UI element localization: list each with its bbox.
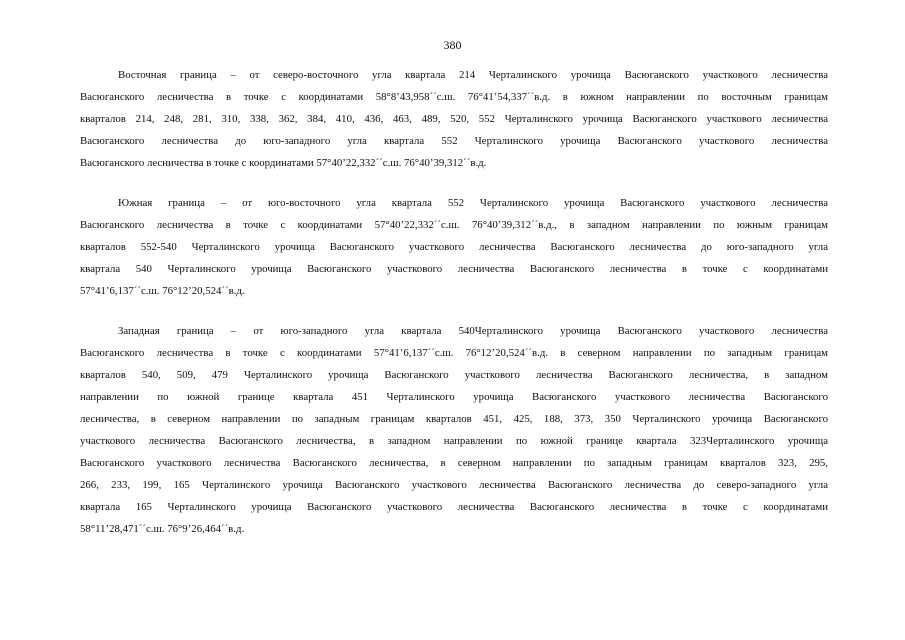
text-line: 57°41’6,137´´с.ш. 76°12’20,524´´в.д. xyxy=(80,285,245,297)
text-line: кварталов 552-540 Черталинского урочища Васюганского участкового лесничества Васюганского лесничества до юго-западного угла xyxy=(80,241,828,253)
paragraph-south-boundary xyxy=(80,192,828,302)
text-line: 266, 233, 199, 165 Черталинского урочища Васюганского участкового лесничества Васюганского лесничества до северо-западного угла xyxy=(80,479,828,491)
page-number: 380 xyxy=(443,38,462,52)
text-line: Васюганского лесничества в точке с координатами 58°8’43,958´´с.ш. 76°41’54,337´´в.д. в южном направлении по восточным границам xyxy=(80,91,828,103)
text-line: Васюганского лесничества до юго-западного угла квартала 552 Черталинского урочища Васюганского участкового лесничества xyxy=(80,135,828,147)
document-body xyxy=(80,64,828,558)
text-line: Западная граница – от юго-западного угла квартала 540Черталинского урочища Васюганского участкового лесничества xyxy=(118,325,828,337)
text-line: направлении по южной границе квартала 451 Черталинского урочища Васюганского участкового лесничества Васюганского xyxy=(80,391,828,403)
text-line: лесничества, в северном направлении по западным границам кварталов 451, 425, 188, 373, 350 Черталинского урочища Васюганского xyxy=(80,413,828,425)
paragraph-west-boundary xyxy=(80,320,828,540)
text-line: квартала 540 Черталинского урочища Васюганского участкового лесничества Васюганского лесничества в точке с координатами xyxy=(80,263,828,275)
text-line: кварталов 540, 509, 479 Черталинского урочища Васюганского участкового лесничества Васюганского лесничества, в западном xyxy=(80,369,828,381)
text-line: Васюганского лесничества в точке с координатами 57°41’6,137´´с.ш. 76°12’20,524´´в.д. в северном направлении по западным границам xyxy=(80,347,828,359)
text-line: участкового лесничества Васюганского лесничества, в западном направлении по южной границе квартала 323Черталинского урочища xyxy=(80,435,828,447)
text-line: квартала 165 Черталинского урочища Васюганского участкового лесничества Васюганского лесничества в точке с координатами xyxy=(80,501,828,513)
text-line: Восточная граница – от северо-восточного угла квартала 214 Черталинского урочища Васюганского участкового лесничества xyxy=(118,69,828,81)
text-line: Южная граница – от юго-восточного угла квартала 552 Черталинского урочища Васюганского участкового лесничества xyxy=(118,197,828,209)
text-line: Васюганского лесничества в точке с координатами 57°40’22,332´´с.ш. 76°40’39,312´´в.д., в западном направлении по южным границам xyxy=(80,219,828,231)
text-line: 58°11’28,471´´с.ш. 76°9’26,464´´в.д. xyxy=(80,523,245,535)
text-line: Васюганского участкового лесничества Васюганского лесничества, в северном направлении по западным границам кварталов 323, 295, xyxy=(80,457,828,469)
paragraph-east-boundary xyxy=(80,64,828,174)
text-line: Васюганского лесничества в точке с координатами 57°40’22,332´´с.ш. 76°40’39,312´´в.д. xyxy=(80,157,487,169)
text-line: кварталов 214, 248, 281, 310, 338, 362, 384, 410, 436, 463, 489, 520, 552 Черталинского урочища Васюганского участкового лесничества xyxy=(80,113,828,125)
